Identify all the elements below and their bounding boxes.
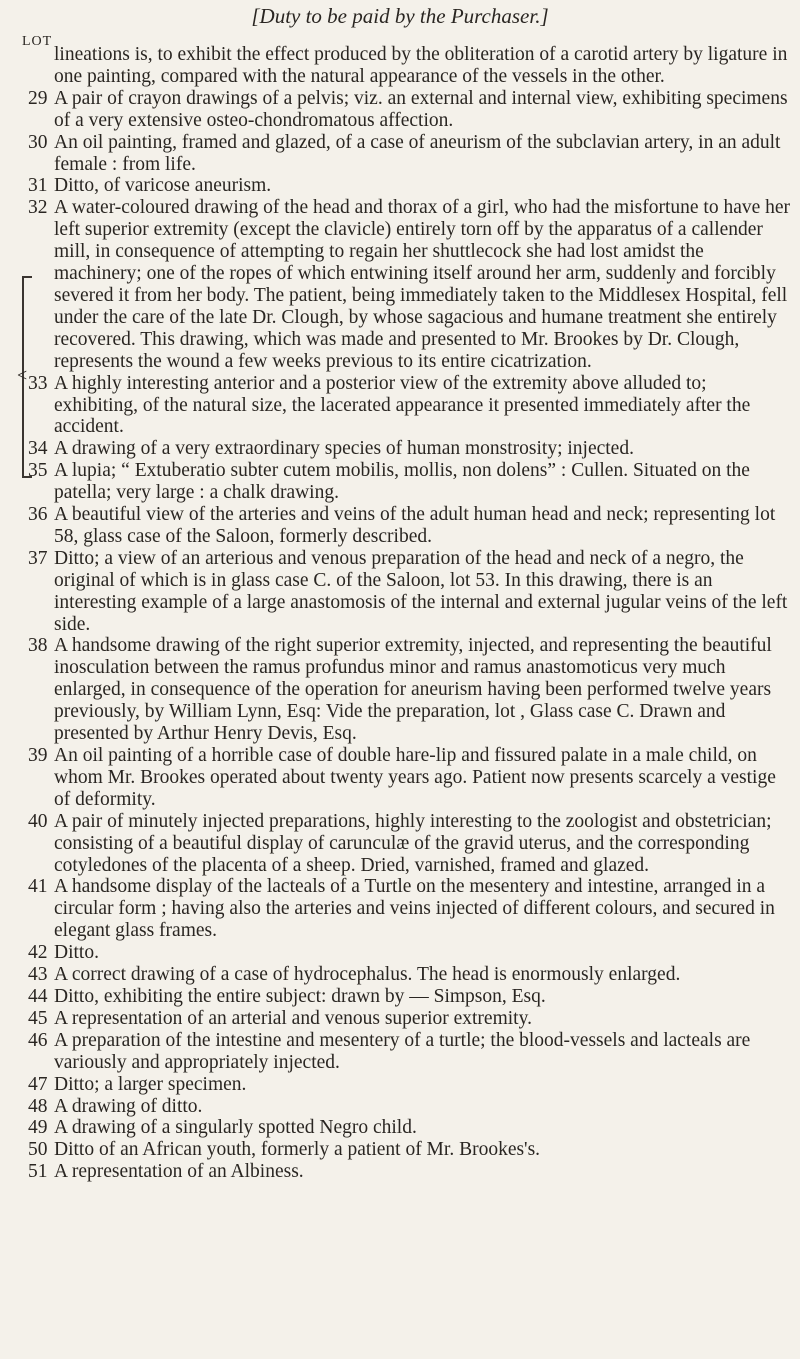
lot-description: A preparation of the intestine and mesentery of a turtle; the blood-vessels and lacteals are variously and appropriately injected. [54, 1029, 751, 1073]
lot-number: 36 [28, 504, 48, 526]
lot-description: A drawing of a very extraordinary species of human monstrosity; injected. [54, 438, 634, 460]
lot-entry [22, 175, 792, 197]
lot-entry [22, 197, 792, 372]
lot-entry [22, 1139, 792, 1161]
lot-entry [22, 635, 792, 745]
lot-entry [22, 88, 792, 132]
lot-number: 46 [28, 1029, 48, 1051]
lot-number: 37 [28, 547, 48, 569]
lot-description: A highly interesting anterior and a posterior view of the extremity above alluded to; exhibiting, of the natural size, the lacerated appearance it presented immediately after the accident. [54, 372, 751, 438]
lot-number: 45 [28, 1007, 48, 1029]
lot-number: 41 [28, 876, 48, 898]
lot-number: 29 [28, 87, 48, 109]
lot-description: A pair of crayon drawings of a pelvis; viz. an external and internal view, exhibiting specimens of a very extensive osteo-chondromatous affection. [54, 87, 788, 131]
lot-number: 30 [28, 131, 48, 153]
lot-number: 31 [28, 175, 48, 197]
lot-entry [22, 1161, 792, 1183]
lot-entry [22, 438, 792, 460]
lot-number: 35 [28, 460, 48, 482]
lot-description: Ditto of an African youth, formerly a patient of Mr. Brookes's. [54, 1139, 541, 1161]
lot-entry [22, 1008, 792, 1030]
lot-number: 50 [28, 1139, 48, 1161]
lot-description: A handsome display of the lacteals of a Turtle on the mesentery and intestine, arranged in a circular form ; having also the arteries and veins injected of different colours, and secured in elegant glass frames. [54, 876, 775, 942]
lot-description: A drawing of a singularly spotted Negro child. [54, 1117, 417, 1139]
bracket-point: < [17, 365, 28, 385]
lot-description: lineations is, to exhibit the effect produced by the obliteration of a carotid artery by ligature in one painting, compared with the natural appearance of the vessels in the other. [54, 44, 788, 87]
lot-number: 51 [28, 1161, 48, 1183]
lot-entry [22, 1030, 792, 1074]
lot-entry [22, 942, 792, 964]
lot-entry [22, 44, 792, 88]
lot-entry [22, 548, 792, 636]
lot-number: 48 [28, 1095, 48, 1117]
lot-description: A pair of minutely injected preparations, highly interesting to the zoologist and obstetrician; consisting of a beautiful display of carunculæ of the gravid uterus, and the corresponding cotyledones of the placenta of a sheep. Dried, varnished, framed and glazed. [54, 810, 772, 876]
lot-description: A lupia; “ Extuberatio subter cutem mobilis, mollis, non dolens” : Cullen. Situated on the patella; very large : a chalk drawing. [54, 460, 750, 504]
lot-number: 39 [28, 745, 48, 766]
lot-description: A drawing of ditto. [54, 1095, 203, 1117]
lot-number: 49 [28, 1117, 48, 1139]
lot-number: 42 [28, 942, 48, 964]
lot-description: A handsome drawing of the right superior extremity, injected, and representing the beautiful inosculation between the ramus profundus minor and ramus anastomoticus very much enlarged, in consequence of the operation for aneurism having been performed twelve years previously, by William Lynn, Esq: Vide the preparation, lot , Glass case C. Drawn and presented by Arthur Henry Devis, Esq. [54, 635, 772, 745]
lot-entry [22, 460, 792, 504]
lot-description: Ditto, exhibiting the entire subject: drawn by — Simpson, Esq. [54, 985, 546, 1007]
lot-number: 47 [28, 1073, 48, 1095]
lot-entry [22, 1074, 792, 1096]
lot-number: 44 [28, 985, 48, 1007]
lot-description: A water-coloured drawing of the head and thorax of a girl, who had the misfortune to have her left superior extremity (except the clavicle) entirely torn off by the apparatus of a callender mill, in consequence of attempting to regain her shuttlecock she had lost amidst the machinery; one of the ropes of which entwining itself around her arm, suddenly and forcibly severed it from her body. The patient, being immediately taken to the Middlesex Hospital, fell under the care of the late Dr. Clough, by whose sagacious and humane treatment she entirely recovered. This drawing, which was made and presented to Mr. Brookes by Dr. Clough, represents the wound a few weeks previous to its entire cicatrization. [54, 197, 791, 372]
lot-number: 32 [28, 197, 48, 219]
lot-entry [22, 132, 792, 176]
lot-number: 40 [28, 810, 48, 832]
lot-entry [22, 986, 792, 1008]
lot-description: Ditto, of varicose aneurism. [54, 175, 272, 197]
lot-entry [22, 811, 792, 877]
lot-entries [17, 44, 792, 1183]
lot-description: Ditto; a view of an arterious and venous preparation of the head and neck of a negro, the original of which is in glass case C. of the Saloon, lot 53. In this drawing, there is an interesting example of a large anastomosis of the internal and external jugular veins of the left side. [54, 547, 788, 635]
lot-number: 38 [28, 635, 48, 657]
lot-description: Ditto; a larger specimen. [54, 1073, 247, 1095]
lot-entry [22, 504, 792, 548]
lot-entry [22, 1096, 792, 1118]
lot-description: A correct drawing of a case of hydrocephalus. The head is enormously enlarged. [54, 964, 681, 986]
lot-entry [22, 373, 792, 439]
lot-description: A representation of an Albiness. [54, 1161, 304, 1183]
lot-description: A beautiful view of the arteries and veins of the adult human head and neck; representing lot 58, glass case of the Saloon, formerly described. [54, 504, 776, 547]
lot-description: A representation of an arterial and venous superior extremity. [54, 1007, 532, 1029]
lot-entry [22, 745, 792, 811]
page-header: [Duty to be paid by the Purchaser.] [251, 4, 549, 28]
lot-description: An oil painting, framed and glazed, of a case of aneurism of the subclavian artery, in an adult female : from life. [54, 131, 781, 175]
lot-column-label: LOT [22, 34, 53, 49]
lot-entry [22, 964, 792, 986]
lot-description: An oil painting of a horrible case of double hare-lip and fissured palate in a male child, on whom Mr. Brookes operated about twenty years ago. Patient now presents scarcely a vestige of deformity. [54, 745, 776, 810]
lot-number: 34 [28, 438, 48, 460]
lot-number: 43 [28, 964, 48, 986]
lot-entry [22, 1117, 792, 1139]
lot-entry [22, 876, 792, 942]
lot-number: 33 [28, 372, 48, 394]
lot-description: Ditto. [54, 942, 99, 964]
